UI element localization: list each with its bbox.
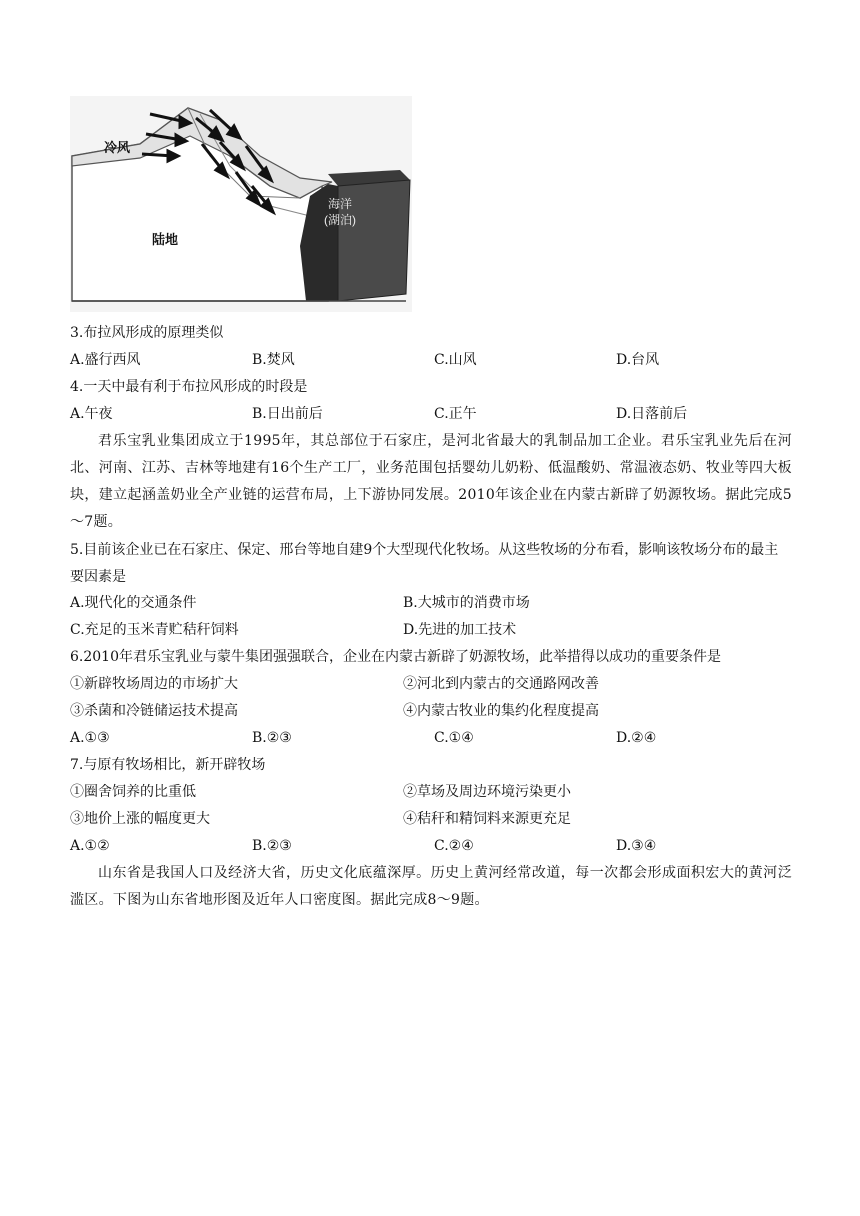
q3-option-b: B.焚风 [252, 352, 295, 368]
passage-shandong: 山东省是我国人口及经济大省，历史文化底蕴深厚。历史上黄河经常改道，每一次都会形成面积宏大的黄河泛滥区。下图为山东省地形图及近年人口密度图。据此完成8～9题。 [70, 865, 792, 908]
q7-item-1: ①圈舍饲养的比重低 [70, 784, 196, 800]
q6-item-2: ②河北到内蒙古的交通路网改善 [403, 676, 599, 692]
q3-option-a: A.盛行西风 [70, 352, 141, 368]
q5-option-d: D.先进的加工技术 [403, 622, 517, 638]
q6-item-4: ④内蒙古牧业的集约化程度提高 [403, 703, 599, 719]
q7-option-b: B.②③ [252, 838, 292, 854]
q7-option-c: C.②④ [434, 838, 474, 854]
q4-option-d: D.日落前后 [616, 406, 688, 422]
q6-stem: 6.2010年君乐宝乳业与蒙牛集团强强联合，企业在内蒙古新辟了奶源牧场，此举措得以成功的重要条件是 [70, 649, 721, 665]
sea-label: 海洋 [328, 197, 353, 211]
q3-stem: 3.布拉风形成的原理类似 [70, 325, 224, 341]
q4-option-b: B.日出前后 [252, 406, 323, 422]
lake-label: (湖泊) [324, 213, 356, 227]
q7-option-a: A.①② [70, 838, 110, 854]
q5-stem: 5.目前该企业已在石家庄、保定、邢台等地自建9个大型现代化牧场。从这些牧场的分布看，影响该牧场分布的最主要因素是 [70, 542, 779, 585]
q6-option-d: D.②④ [616, 730, 657, 746]
q4-option-c: C.正午 [434, 406, 477, 422]
q7-option-d: D.③④ [616, 838, 657, 854]
land-label: 陆地 [152, 232, 179, 247]
q5-option-b: B.大城市的消费市场 [403, 595, 530, 611]
q3-option-c: C.山风 [434, 352, 477, 368]
q4-stem: 4.一天中最有利于布拉风形成的时段是 [70, 379, 308, 395]
q7-item-3: ③地价上涨的幅度更大 [70, 811, 210, 827]
q3-option-d: D.台风 [616, 352, 660, 368]
q6-option-c: C.①④ [434, 730, 474, 746]
q6-item-3: ③杀菌和冷链储运技术提高 [70, 703, 238, 719]
q5-option-a: A.现代化的交通条件 [70, 595, 197, 611]
q7-item-4: ④秸秆和精饲料来源更充足 [403, 811, 571, 827]
q6-option-a: A.①③ [70, 730, 110, 746]
q6-item-1: ①新辟牧场周边的市场扩大 [70, 676, 238, 692]
q7-item-2: ②草场及周边环境污染更小 [403, 784, 571, 800]
wind-label: 冷风 [104, 140, 131, 155]
q7-stem: 7.与原有牧场相比，新开辟牧场 [70, 757, 266, 773]
q6-option-b: B.②③ [252, 730, 292, 746]
q5-option-c: C.充足的玉米青贮秸秆饲料 [70, 622, 239, 638]
passage-junlebao: 君乐宝乳业集团成立于1995年，其总部位于石家庄，是河北省最大的乳制品加工企业。君乐宝乳业先后在河北、河南、江苏、吉林等地建有16个生产工厂，业务范围包括婴幼儿奶粉、低温酸奶、常温液态奶、牧业等四大板块，建立起涵盖奶业全产业链的运营布局，上下游协同发展。2010年该企业在内蒙古新辟了奶源牧场。据此完成5～7题。 [70, 433, 792, 530]
q4-option-a: A.午夜 [70, 406, 113, 422]
bora-wind-diagram [70, 96, 412, 312]
